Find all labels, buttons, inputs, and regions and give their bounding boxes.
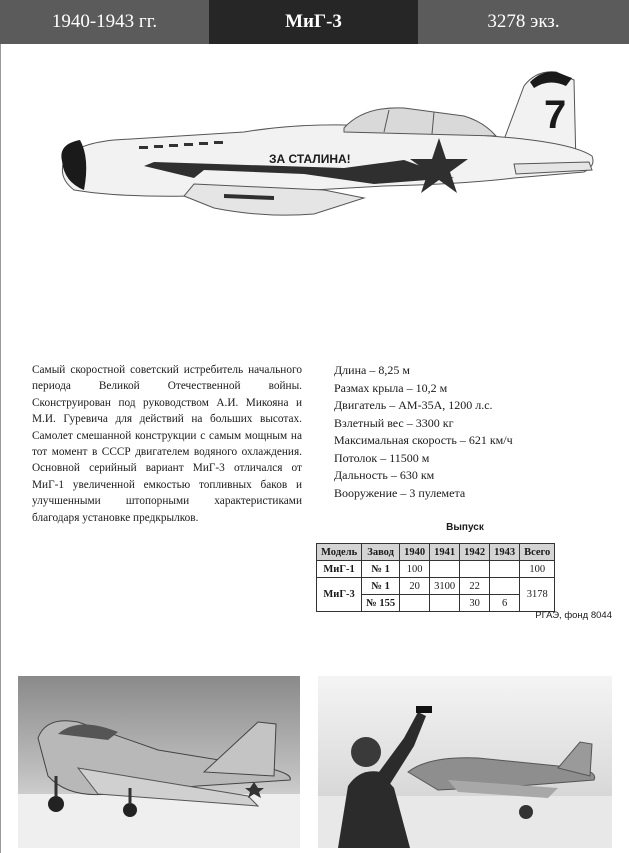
spec-max-speed: Максимальная скорость – 621 км/ч xyxy=(334,433,513,447)
photo-pilot-aircraft xyxy=(318,676,612,848)
table-header: 1940 xyxy=(400,544,430,561)
header-count: 3278 экз. xyxy=(418,0,629,44)
table-header-row xyxy=(317,544,555,561)
cell-1943 xyxy=(490,578,520,595)
cell-model: МиГ-3 xyxy=(317,578,362,612)
cell-1941 xyxy=(430,595,460,612)
cell-1943: 6 xyxy=(490,595,520,612)
page-border xyxy=(0,44,1,853)
aircraft-illustration xyxy=(44,66,604,241)
cell-model: МиГ-1 xyxy=(317,561,362,578)
cell-1940: 20 xyxy=(400,578,430,595)
mig3-profile-image xyxy=(44,66,604,241)
cell-1941 xyxy=(430,561,460,578)
photo-image xyxy=(318,676,612,848)
spec-length: Длина – 8,25 м xyxy=(334,363,410,377)
spec-takeoff-weight: Взлетный вес – 3300 кг xyxy=(334,415,454,430)
photo-aircraft-snow xyxy=(18,676,300,848)
spec-ceiling: Потолок – 11500 м xyxy=(334,450,430,465)
spec-wingspan: Размах крыла – 10,2 м xyxy=(334,380,448,395)
tail-number: 7 xyxy=(544,93,567,137)
table-header: 1942 xyxy=(460,544,490,561)
cell-1941: 3100 xyxy=(430,578,460,595)
table-header: 1941 xyxy=(430,544,460,561)
table-header: Модель xyxy=(317,544,362,561)
spec-engine: Двигатель – АМ-35А, 1200 л.с. xyxy=(334,398,493,412)
header-title: МиГ-3 xyxy=(209,0,418,44)
cell-factory: № 1 xyxy=(362,561,400,578)
page-header xyxy=(0,0,629,44)
table-row xyxy=(317,578,555,595)
production-table-title: Выпуск xyxy=(446,522,484,533)
slogan-text: ЗА СТАЛИНА! xyxy=(269,152,351,166)
photo-image xyxy=(18,676,300,848)
table-header: Всего xyxy=(520,544,555,561)
cell-1942: 22 xyxy=(460,578,490,595)
cell-1942: 30 xyxy=(460,595,490,612)
cell-1942 xyxy=(460,561,490,578)
spec-range: Дальность – 630 км xyxy=(334,468,435,482)
table-source: РГАЭ, фонд 8044 xyxy=(535,610,612,621)
cell-factory: № 155 xyxy=(362,595,400,612)
cell-factory: № 1 xyxy=(362,578,400,595)
aircraft-description: Самый скоростной советский истребитель начального периода Великой Отечественной войны. Сконструирован под руководством А.И. Микояна и М.И. Гуревича для действий на больших высотах. Самолет смешанной конструкции с самым мощным на тот момент в СССР двигателем водяного охлаждения. Основной серийный вариант МиГ-3 отличался от МиГ-1 увеличенной емкостью топливных баков и улучшенными штопорными характеристиками благодаря установке предкрылков. xyxy=(32,364,302,524)
cell-1940: 100 xyxy=(400,561,430,578)
production-table xyxy=(316,543,555,612)
cell-total: 3178 xyxy=(520,578,555,612)
cell-1940 xyxy=(400,595,430,612)
cell-1943 xyxy=(490,561,520,578)
table-row xyxy=(317,561,555,578)
specs-list xyxy=(334,362,614,502)
cell-total: 100 xyxy=(520,561,555,578)
table-header: 1943 xyxy=(490,544,520,561)
table-header: Завод xyxy=(362,544,400,561)
header-years: 1940-1943 гг. xyxy=(0,0,209,44)
spec-armament: Вооружение – 3 пулемета xyxy=(334,485,466,500)
